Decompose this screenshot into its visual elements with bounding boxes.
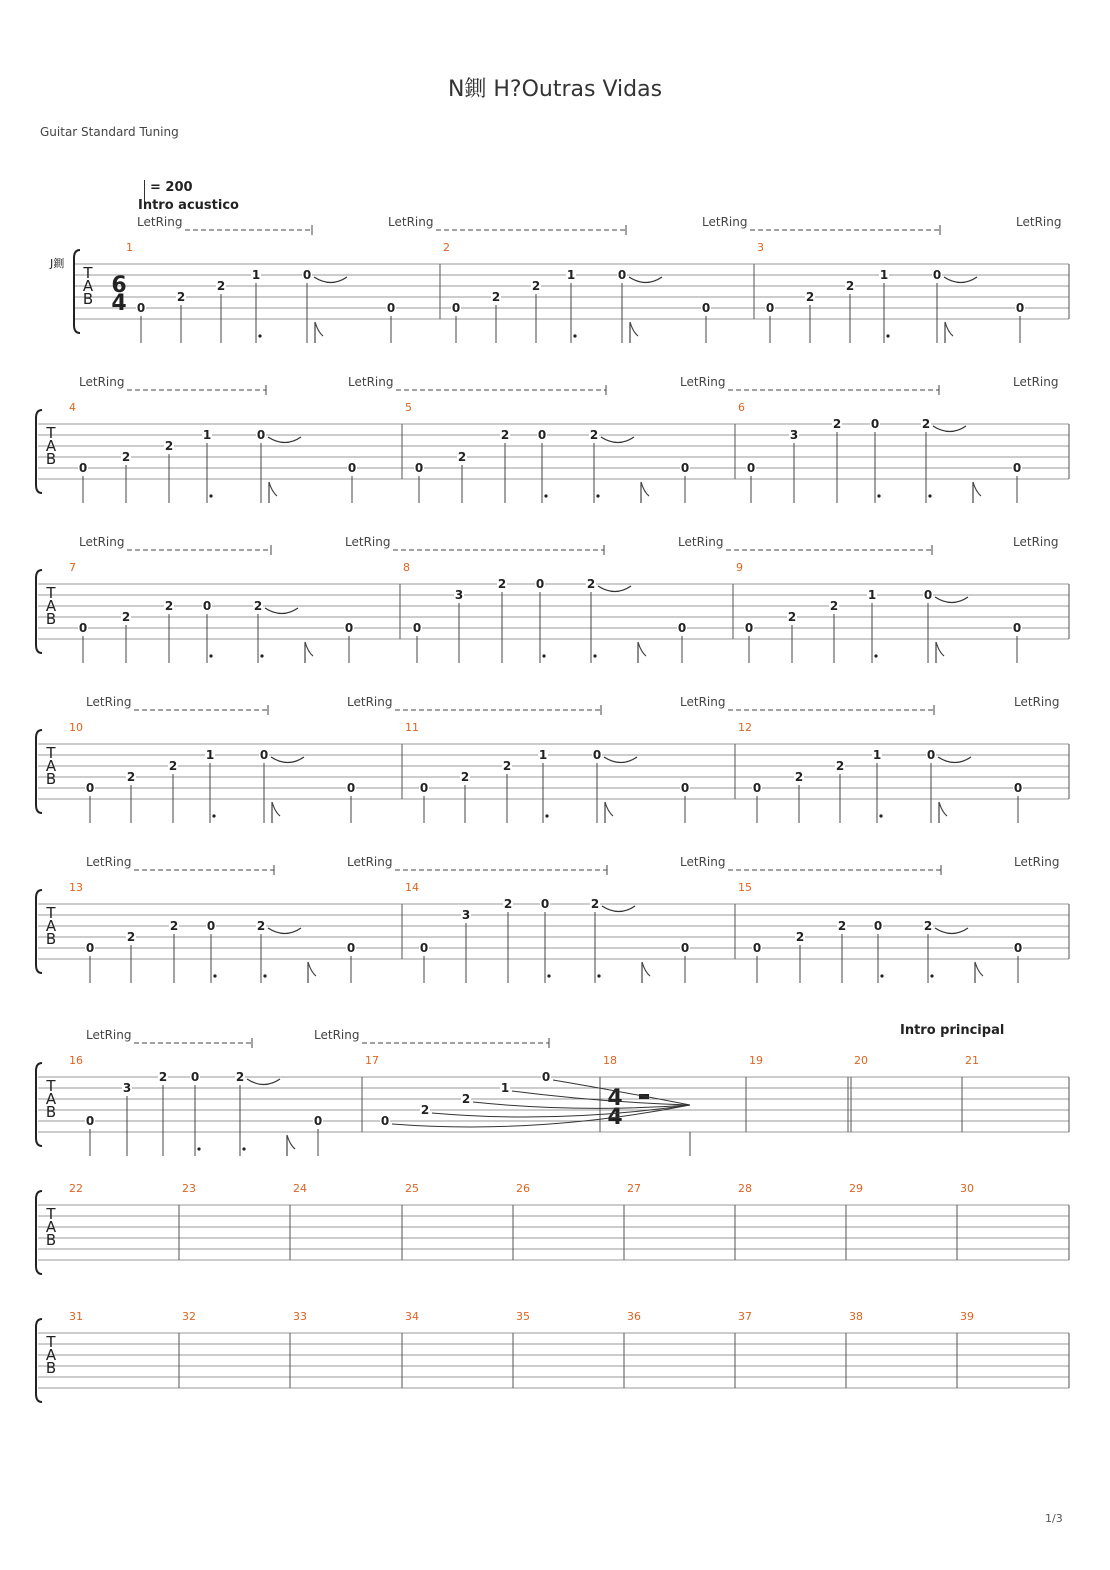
fret-number: 0: [85, 941, 95, 955]
measure-number: 22: [69, 1182, 83, 1195]
fret-number: 0: [202, 599, 212, 613]
tab-clef-t: T: [46, 1205, 56, 1223]
eighth-flag: [638, 642, 646, 663]
fret-number: 2: [169, 919, 179, 933]
tempo-marking: = 200: [150, 180, 193, 195]
fret-number: 2: [168, 759, 178, 773]
fret-number: 0: [617, 268, 627, 282]
tie-arc: [247, 1079, 280, 1085]
page-number: 1/3: [1045, 1512, 1063, 1525]
fret-number: 2: [921, 417, 931, 431]
dot: [886, 334, 889, 337]
measure-number: 28: [738, 1182, 752, 1195]
fret-number: 0: [677, 621, 687, 635]
fret-number: 0: [256, 428, 266, 442]
fret-number: 0: [680, 461, 690, 475]
let-ring-label: LetRing: [680, 855, 726, 869]
fret-number: 0: [752, 781, 762, 795]
eighth-flag: [939, 802, 947, 823]
fret-number: 2: [787, 610, 797, 624]
tie-arc: [265, 608, 298, 614]
tab-clef-a: A: [82, 277, 94, 295]
fret-number: 2: [589, 428, 599, 442]
dot: [573, 334, 576, 337]
eighth-flag: [305, 642, 313, 663]
fret-number: 0: [540, 897, 550, 911]
tab-clef-b: B: [45, 610, 57, 628]
fret-number: 0: [873, 919, 883, 933]
measure-number: 14: [405, 881, 419, 894]
tab-clef-b: B: [45, 450, 57, 468]
fret-number: 2: [832, 417, 842, 431]
tab-clef-a: A: [45, 1346, 57, 1364]
let-ring-label: LetRing: [345, 535, 391, 549]
measure-number: 39: [960, 1310, 974, 1323]
measure-number: 11: [405, 721, 419, 734]
fret-number: 2: [126, 770, 136, 784]
tab-clef-a: A: [45, 757, 57, 775]
tab-clef-t: T: [83, 264, 93, 282]
system-brace: [36, 1319, 42, 1402]
tie-arc: [944, 277, 977, 283]
eighth-flag: [975, 962, 983, 983]
fret-number: 0: [744, 621, 754, 635]
fret-number: 0: [259, 748, 269, 762]
dot: [263, 974, 266, 977]
measure-number: 34: [405, 1310, 419, 1323]
measure-number: 33: [293, 1310, 307, 1323]
system-brace: [36, 570, 42, 653]
let-ring-label: LetRing: [314, 1028, 360, 1042]
fret-number: 2: [590, 897, 600, 911]
dot: [879, 814, 882, 817]
fret-number: 2: [923, 919, 933, 933]
measure-number: 4: [69, 401, 76, 414]
eighth-flag: [945, 322, 953, 343]
tab-clef-a: A: [45, 597, 57, 615]
fret-number: 0: [346, 941, 356, 955]
fret-number: 3: [789, 428, 799, 442]
time-signature-bottom: 4: [111, 291, 127, 316]
fret-number: 2: [164, 599, 174, 613]
measure-number: 30: [960, 1182, 974, 1195]
let-ring-label: LetRing: [680, 375, 726, 389]
let-ring-label: LetRing: [680, 695, 726, 709]
fret-number: 0: [380, 1114, 390, 1128]
let-ring-label: LetRing: [86, 1028, 132, 1042]
tab-clef-b: B: [45, 770, 57, 788]
dot: [596, 494, 599, 497]
fret-number: 2: [586, 577, 596, 591]
measure-number: 5: [405, 401, 412, 414]
measure-number: 27: [627, 1182, 641, 1195]
dot: [928, 494, 931, 497]
fret-number: 0: [870, 417, 880, 431]
fret-number: 0: [451, 301, 461, 315]
fret-number: 3: [454, 588, 464, 602]
fret-number: 2: [126, 930, 136, 944]
fret-number: 0: [344, 621, 354, 635]
measure-number: 7: [69, 561, 76, 574]
fret-number: 2: [121, 450, 131, 464]
eighth-flag: [272, 802, 280, 823]
measure-number: 8: [403, 561, 410, 574]
fret-number: 0: [1013, 941, 1023, 955]
measure-number: 9: [736, 561, 743, 574]
dot: [213, 974, 216, 977]
fret-number: 0: [537, 428, 547, 442]
measure-number: 38: [849, 1310, 863, 1323]
time-signature-top: 4: [607, 1086, 623, 1111]
fret-number: 1: [566, 268, 576, 282]
eighth-flag: [287, 1135, 295, 1156]
fret-number: 0: [932, 268, 942, 282]
tab-clef-b: B: [45, 1359, 57, 1377]
fret-number: 2: [500, 428, 510, 442]
fret-number: 2: [460, 770, 470, 784]
tie-arc: [629, 277, 662, 283]
system-brace: [36, 1191, 42, 1274]
measure-number: 31: [69, 1310, 83, 1323]
measure-number: 16: [69, 1054, 83, 1067]
measure-number: 18: [603, 1054, 617, 1067]
tie-arc: [268, 437, 301, 443]
let-ring-label: LetRing: [347, 695, 393, 709]
dot: [544, 494, 547, 497]
let-ring-label: LetRing: [86, 695, 132, 709]
let-ring-label: LetRing: [702, 215, 748, 229]
eighth-flag: [308, 962, 316, 983]
tie-arc: [598, 586, 631, 592]
fret-number: 2: [835, 759, 845, 773]
dot: [260, 654, 263, 657]
system-brace: [36, 410, 42, 493]
section-intro-principal: Intro principal: [900, 1023, 1005, 1038]
fret-number: 1: [538, 748, 548, 762]
tab-clef-t: T: [46, 904, 56, 922]
time-signature-top: 6: [111, 273, 127, 298]
tie-arc: [933, 426, 966, 432]
measure-number: 20: [854, 1054, 868, 1067]
tab-clef-b: B: [82, 290, 94, 308]
measure-number: 12: [738, 721, 752, 734]
measure-number: 13: [69, 881, 83, 894]
fret-number: 2: [794, 770, 804, 784]
tab-clef-a: A: [45, 1218, 57, 1236]
measure-number: 29: [849, 1182, 863, 1195]
fret-number: 1: [202, 428, 212, 442]
fret-number: 2: [158, 1070, 168, 1084]
dot: [545, 814, 548, 817]
eighth-flag: [642, 962, 650, 983]
fret-number: 2: [837, 919, 847, 933]
fret-number: 1: [500, 1081, 510, 1095]
fret-number: 2: [256, 919, 266, 933]
tie-arc: [271, 757, 304, 763]
measure-number: 21: [965, 1054, 979, 1067]
fret-number: 2: [805, 290, 815, 304]
fret-number: 0: [680, 941, 690, 955]
fret-number: 1: [872, 748, 882, 762]
fret-number: 0: [85, 1114, 95, 1128]
fret-number: 0: [386, 301, 396, 315]
fret-number: 0: [347, 461, 357, 475]
eighth-flag: [936, 642, 944, 663]
let-ring-label: LetRing: [347, 855, 393, 869]
let-ring-label: LetRing: [1014, 855, 1060, 869]
eighth-flag: [269, 482, 277, 503]
dot: [880, 974, 883, 977]
measure-number: 6: [738, 401, 745, 414]
fret-number: 0: [1013, 781, 1023, 795]
measure-number: 32: [182, 1310, 196, 1323]
measure-number: 23: [182, 1182, 196, 1195]
measure-number: 15: [738, 881, 752, 894]
fret-number: 0: [765, 301, 775, 315]
system-brace: [74, 250, 80, 333]
fret-number: 0: [85, 781, 95, 795]
fret-number: 0: [419, 781, 429, 795]
let-ring-label: LetRing: [1014, 695, 1060, 709]
fret-number: 1: [251, 268, 261, 282]
dot: [597, 974, 600, 977]
fret-number: 0: [680, 781, 690, 795]
fret-number: 0: [78, 461, 88, 475]
tab-clef-b: B: [45, 930, 57, 948]
fret-number: 2: [795, 930, 805, 944]
fret-number: 2: [845, 279, 855, 293]
tie-arc: [601, 437, 634, 443]
measure-number: 17: [365, 1054, 379, 1067]
system-brace: [36, 1063, 42, 1146]
tab-clef-t: T: [46, 424, 56, 442]
fret-number: 1: [867, 588, 877, 602]
dot: [242, 1147, 245, 1150]
tie-arc: [314, 277, 347, 283]
fret-number: 2: [491, 290, 501, 304]
fret-number: 0: [926, 748, 936, 762]
fret-number: 0: [313, 1114, 323, 1128]
fret-number: 0: [923, 588, 933, 602]
let-ring-label: LetRing: [1013, 375, 1059, 389]
fret-number: 2: [502, 759, 512, 773]
fret-number: 2: [503, 897, 513, 911]
fret-number: 3: [122, 1081, 132, 1095]
tab-clef-b: B: [45, 1231, 57, 1249]
fret-number: 0: [346, 781, 356, 795]
dot: [209, 654, 212, 657]
measure-number: 26: [516, 1182, 530, 1195]
fret-number: 1: [205, 748, 215, 762]
system-brace: [36, 730, 42, 813]
fret-number: 0: [190, 1070, 200, 1084]
eighth-flag: [973, 482, 981, 503]
fret-number: 0: [136, 301, 146, 315]
fret-number: 0: [752, 941, 762, 955]
fret-number: 0: [412, 621, 422, 635]
measure-number: 10: [69, 721, 83, 734]
fret-number: 2: [420, 1103, 430, 1117]
fret-number: 2: [531, 279, 541, 293]
eighth-flag: [315, 322, 323, 343]
let-ring-label: LetRing: [79, 375, 125, 389]
fret-number: 0: [78, 621, 88, 635]
let-ring-label: LetRing: [86, 855, 132, 869]
time-signature-bottom: 4: [607, 1105, 623, 1130]
measure-number: 37: [738, 1310, 752, 1323]
fret-number: 0: [535, 577, 545, 591]
dot: [874, 654, 877, 657]
system-brace: [36, 890, 42, 973]
measure-number: 25: [405, 1182, 419, 1195]
let-ring-tie: [512, 1091, 690, 1105]
fret-number: 2: [253, 599, 263, 613]
eighth-flag: [605, 802, 613, 823]
tie-arc: [938, 757, 971, 763]
measure-number: 3: [757, 241, 764, 254]
tie-arc: [935, 597, 968, 603]
tie-arc: [602, 906, 635, 912]
fret-number: 0: [206, 919, 216, 933]
fret-number: 0: [541, 1070, 551, 1084]
tab-clef-a: A: [45, 437, 57, 455]
let-ring-label: LetRing: [79, 535, 125, 549]
dot: [593, 654, 596, 657]
eighth-flag: [630, 322, 638, 343]
let-ring-label: LetRing: [348, 375, 394, 389]
fret-number: 2: [164, 439, 174, 453]
tie-arc: [935, 928, 968, 934]
dot: [547, 974, 550, 977]
fret-number: 0: [592, 748, 602, 762]
let-ring-tie: [392, 1105, 690, 1127]
eighth-flag: [641, 482, 649, 503]
dot: [212, 814, 215, 817]
fret-number: 0: [701, 301, 711, 315]
dot: [258, 334, 261, 337]
tie-arc: [268, 928, 301, 934]
let-ring-label: LetRing: [1016, 215, 1062, 229]
fret-number: 3: [461, 908, 471, 922]
tie-arc: [604, 757, 637, 763]
let-ring-label: LetRing: [678, 535, 724, 549]
measure-number: 35: [516, 1310, 530, 1323]
tuning-label: Guitar Standard Tuning: [40, 125, 179, 139]
tab-clef-t: T: [46, 1077, 56, 1095]
fret-number: 2: [497, 577, 507, 591]
fret-number: 0: [414, 461, 424, 475]
fret-number: 0: [1012, 621, 1022, 635]
tab-clef-a: A: [45, 917, 57, 935]
let-ring-tie: [473, 1102, 690, 1108]
tab-clef-t: T: [46, 744, 56, 762]
tab-clef-a: A: [45, 1090, 57, 1108]
fret-number: 0: [746, 461, 756, 475]
measure-number: 24: [293, 1182, 307, 1195]
measure-number: 2: [443, 241, 450, 254]
dot: [197, 1147, 200, 1150]
measure-number: 1: [126, 241, 133, 254]
tab-clef-b: B: [45, 1103, 57, 1121]
dot: [542, 654, 545, 657]
fret-number: 0: [1012, 461, 1022, 475]
fret-number: 2: [176, 290, 186, 304]
let-ring-label: LetRing: [388, 215, 434, 229]
fret-number: 1: [879, 268, 889, 282]
measure-number: 36: [627, 1310, 641, 1323]
fret-number: 2: [121, 610, 131, 624]
dot: [930, 974, 933, 977]
fret-number: 0: [1015, 301, 1025, 315]
fret-number: 2: [461, 1092, 471, 1106]
tab-clef-t: T: [46, 1333, 56, 1351]
tab-clef-t: T: [46, 584, 56, 602]
score-title: N鍘 H?Outras Vidas: [447, 77, 663, 102]
fret-number: 2: [216, 279, 226, 293]
section-intro-acustico: Intro acustico: [138, 198, 239, 213]
fret-number: 2: [235, 1070, 245, 1084]
fret-number: 0: [419, 941, 429, 955]
track-label: J鍘: [50, 257, 65, 270]
fret-number: 2: [829, 599, 839, 613]
let-ring-label: LetRing: [137, 215, 183, 229]
fret-number: 0: [302, 268, 312, 282]
measure-number: 19: [749, 1054, 763, 1067]
dot: [209, 494, 212, 497]
fret-number: 2: [457, 450, 467, 464]
dot: [877, 494, 880, 497]
let-ring-label: LetRing: [1013, 535, 1059, 549]
